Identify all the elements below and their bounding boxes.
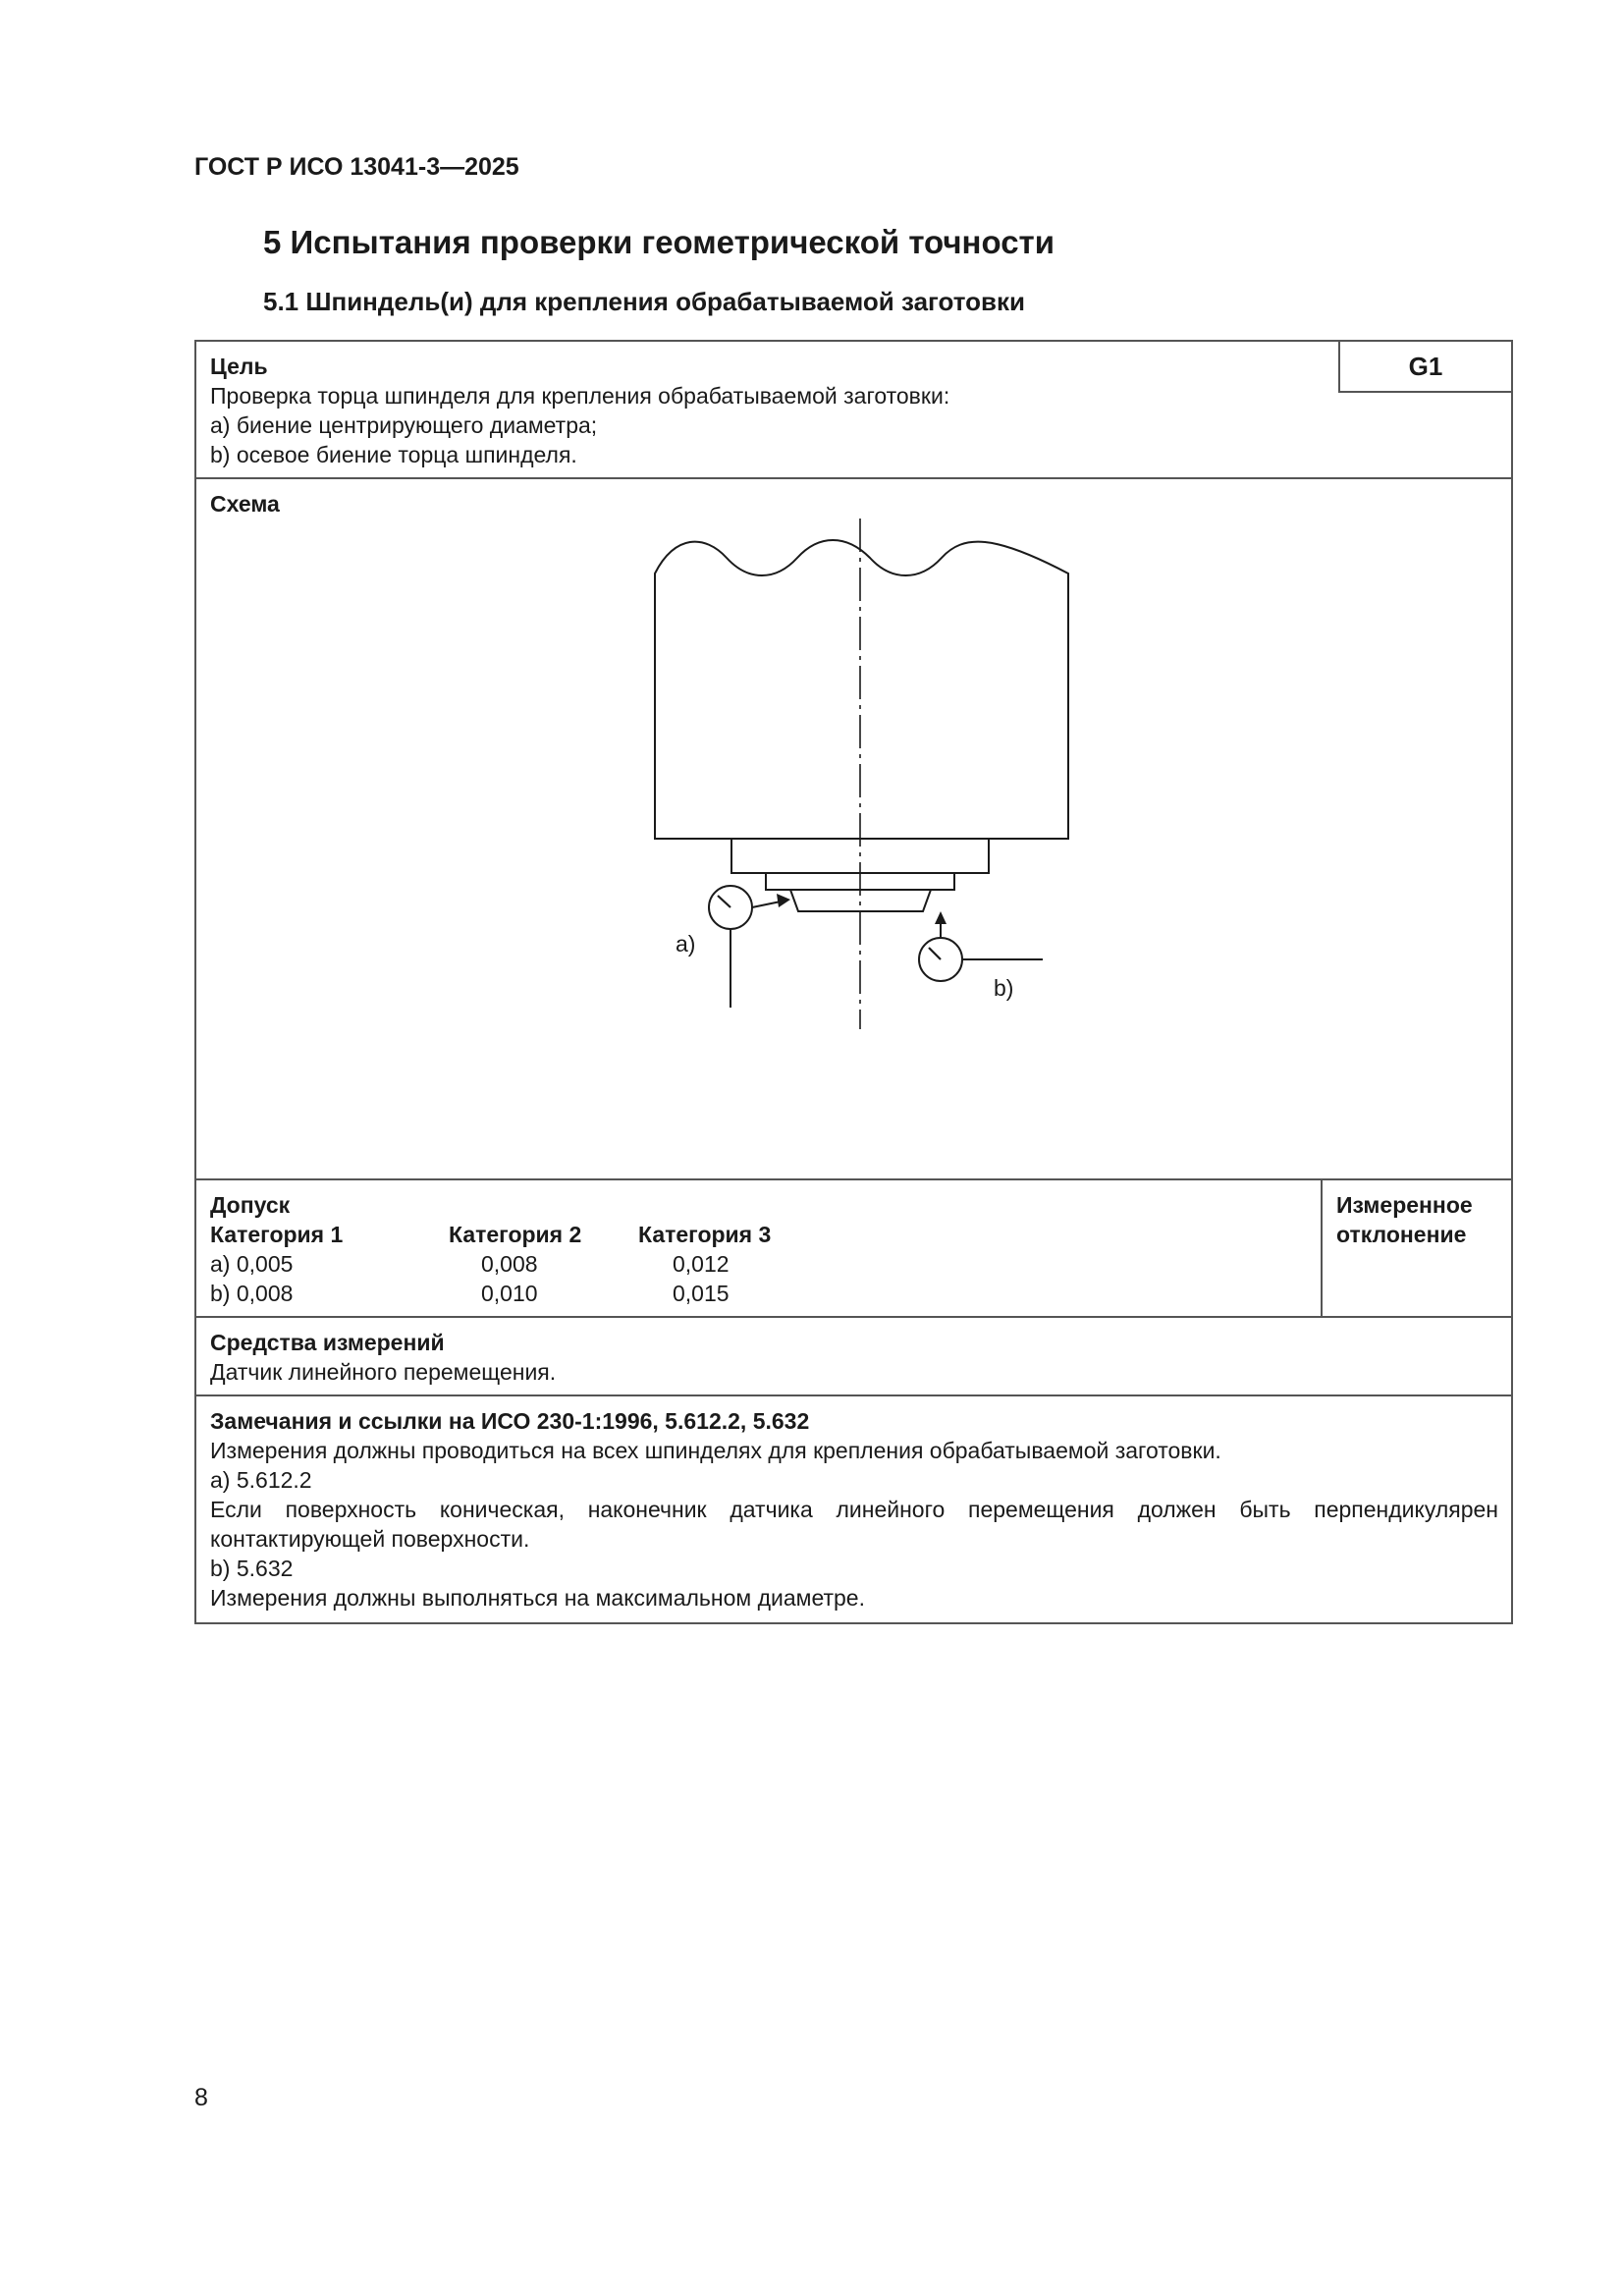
page-number: 8	[194, 2084, 208, 2111]
notes-line: Если поверхность коническая, наконечник датчика линейного перемещения должен быть перпендикулярен	[210, 1497, 1498, 1522]
notes-line: a) 5.612.2	[210, 1467, 312, 1493]
tolerance-cell: 0,015	[673, 1281, 730, 1306]
arrow-b	[935, 911, 947, 924]
tolerance-cell: a) 0,005	[210, 1251, 294, 1277]
arrow-a	[777, 894, 790, 907]
spindle-body	[655, 540, 1068, 839]
instruments-section	[194, 1316, 1513, 1396]
measured-deviation-label: Измеренное	[1336, 1192, 1473, 1218]
tolerance-cell: 0,008	[481, 1251, 538, 1277]
label-a: a)	[676, 931, 696, 957]
section-heading: 5 Испытания проверки геометрической точности	[263, 224, 1055, 260]
notes-line: b) 5.632	[210, 1556, 294, 1581]
tolerance-header: Категория 3	[638, 1222, 772, 1247]
instruments-text: Датчик линейного перемещения.	[210, 1359, 557, 1385]
test-code-badge: G1	[1338, 340, 1513, 393]
measured-deviation-cell	[1321, 1178, 1513, 1318]
scheme-title: Схема	[210, 491, 280, 517]
tolerance-cell: b) 0,008	[210, 1281, 294, 1306]
goal-line: a) биение центрирующего диаметра;	[210, 412, 598, 438]
document-code: ГОСТ Р ИСО 13041-3—2025	[194, 153, 519, 181]
goal-section	[194, 340, 1513, 479]
goal-line: b) осевое биение торца шпинделя.	[210, 442, 577, 467]
tolerance-header: Категория 2	[449, 1222, 582, 1247]
notes-line: Измерения должны проводиться на всех шпинделях для крепления обрабатываемой заготовки.	[210, 1438, 1221, 1463]
scheme-section	[194, 477, 1513, 1180]
tolerance-header: Категория 1	[210, 1222, 344, 1247]
notes-line: контактирующей поверхности.	[210, 1526, 530, 1552]
subsection-heading: 5.1 Шпиндель(и) для крепления обрабатываемой заготовки	[263, 287, 1026, 316]
spindle-diagram	[196, 479, 1511, 1178]
notes-section	[194, 1394, 1513, 1624]
tolerance-title: Допуск	[210, 1192, 291, 1218]
instruments-title: Средства измерений	[210, 1330, 445, 1355]
label-b: b)	[994, 975, 1014, 1001]
notes-line: Измерения должны выполняться на максимальном диаметре.	[210, 1585, 865, 1611]
goal-title: Цель	[210, 354, 268, 379]
tolerance-cell: 0,012	[673, 1251, 730, 1277]
notes-title: Замечания и ссылки на ИСО 230-1:1996, 5.612.2, 5.632	[210, 1408, 810, 1434]
goal-line: Проверка торца шпинделя для крепления обрабатываемой заготовки:	[210, 383, 950, 409]
tolerance-cell: 0,010	[481, 1281, 538, 1306]
gauge-a-probe	[752, 902, 781, 907]
measured-deviation-label: отклонение	[1336, 1222, 1467, 1247]
tolerance-section	[194, 1178, 1513, 1318]
